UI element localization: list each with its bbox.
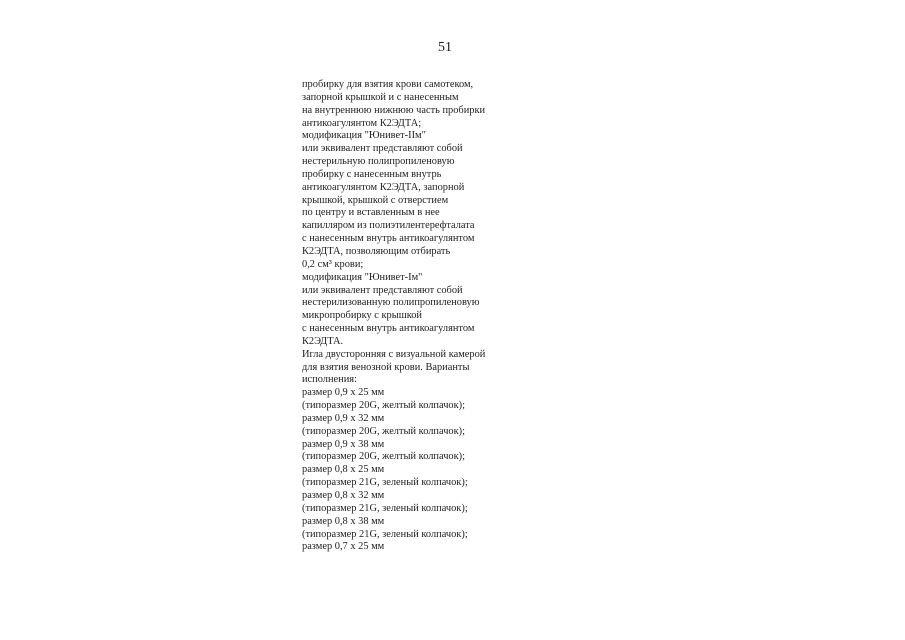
text-line: размер 0,8 x 38 мм xyxy=(302,515,385,527)
text-line: или эквивалент представляют собой xyxy=(302,284,463,296)
text-line: по центру и вставленным в нее xyxy=(302,207,440,219)
text-line: капилляром из полиэтилентерефталата xyxy=(302,220,475,232)
text-line: модификация "Юнивет-IIм" xyxy=(302,130,426,142)
text-line: (типоразмер 21G, зеленый колпачок); xyxy=(302,528,468,540)
text-line: запорной крышкой и с нанесенным xyxy=(302,91,459,103)
text-line: размер 0,9 x 32 мм xyxy=(302,412,385,424)
text-line: (типоразмер 20G, желтый колпачок); xyxy=(302,451,466,463)
text-line: (типоразмер 21G, зеленый колпачок); xyxy=(302,477,468,489)
text-line: размер 0,7 x 25 мм xyxy=(302,541,385,553)
text-line: для взятия венозной крови. Варианты xyxy=(302,361,470,373)
text-line: нестерильную полипропиленовую xyxy=(302,156,455,168)
text-line: размер 0,9 x 38 мм xyxy=(302,438,385,450)
text-line: 0,2 см³ крови; xyxy=(302,258,364,270)
text-line: исполнения: xyxy=(302,374,357,386)
text-line: размер 0,9 x 25 мм xyxy=(302,387,385,399)
text-line: (типоразмер 20G, желтый колпачок); xyxy=(302,425,466,437)
text-line: нестерилизованную полипропиленовую xyxy=(302,297,480,309)
text-line: антикоагулянтом К2ЭДТА; xyxy=(302,117,422,129)
text-line: пробирку с нанесенным внутрь xyxy=(302,168,442,180)
text-line: (типоразмер 20G, желтый колпачок); xyxy=(302,400,466,412)
text-line: с нанесенным внутрь антикоагулянтом xyxy=(302,323,475,335)
body-text xyxy=(302,79,562,554)
text-line: К2ЭДТА. xyxy=(302,335,344,347)
text-line: Игла двусторонняя с визуальной камерой xyxy=(302,348,486,360)
text-line: микропробирку с крышкой xyxy=(302,310,422,322)
text-line: пробирку для взятия крови самотеком, xyxy=(302,79,474,90)
text-line: с нанесенным внутрь антикоагулянтом xyxy=(302,233,475,245)
text-line: К2ЭДТА, позволяющим отбирать xyxy=(302,245,451,257)
text-line: модификация "Юнивет-Iм" xyxy=(302,271,423,283)
text-line: на внутреннюю нижнюю часть пробирки xyxy=(302,104,486,116)
page-number: 51 xyxy=(438,40,452,55)
text-line: (типоразмер 21G, зеленый колпачок); xyxy=(302,502,468,514)
text-line: антикоагулянтом К2ЭДТА, запорной xyxy=(302,181,465,193)
text-line: крышкой, крышкой с отверстием xyxy=(302,194,449,206)
text-line: размер 0,8 x 25 мм xyxy=(302,464,385,476)
text-line: или эквивалент представляют собой xyxy=(302,143,463,155)
text-line: размер 0,8 x 32 мм xyxy=(302,490,385,501)
